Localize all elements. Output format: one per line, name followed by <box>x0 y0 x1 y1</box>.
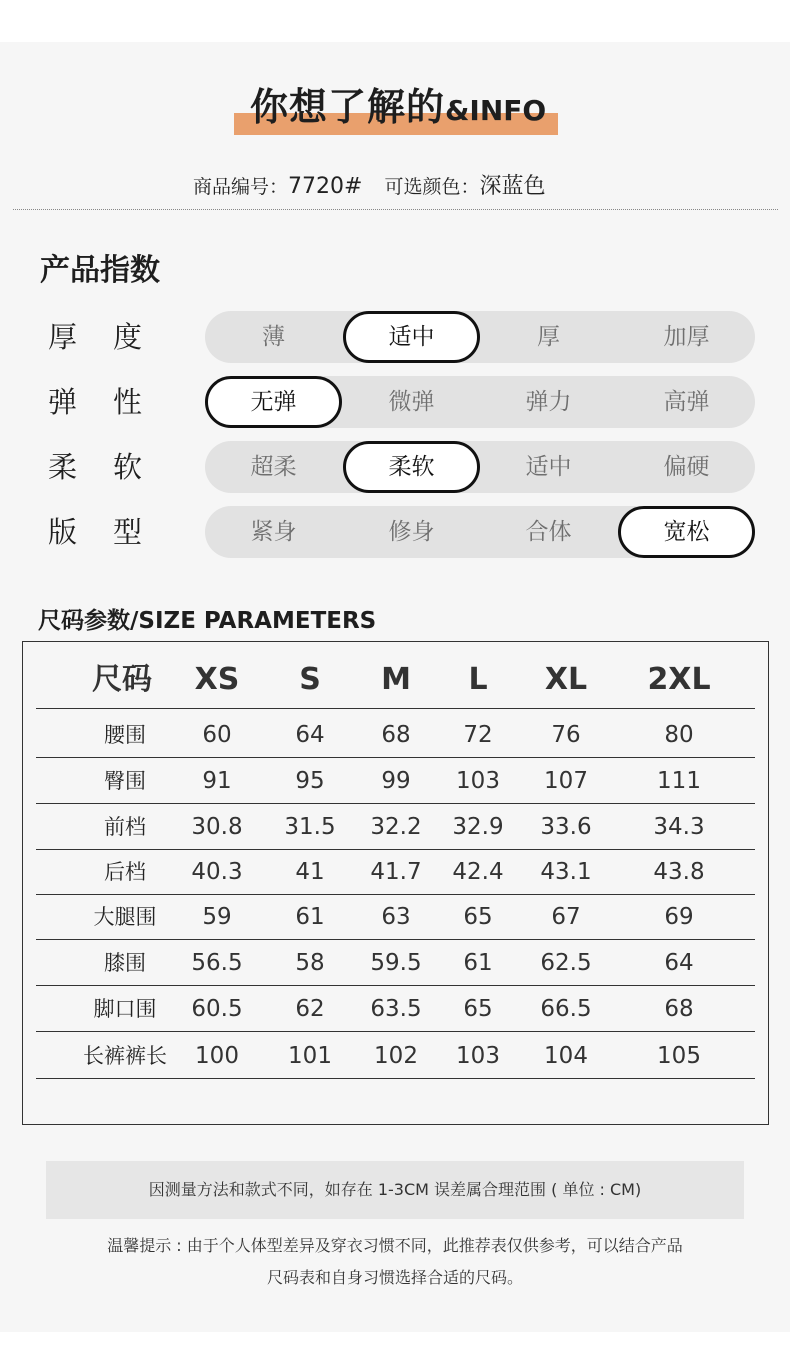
size-value-cell: 80 <box>664 722 694 748</box>
size-value-cell: 61 <box>295 904 325 930</box>
index-row-label: 版型 <box>48 515 179 549</box>
size-value-cell: 66.5 <box>540 996 592 1022</box>
dotted-divider <box>13 209 778 210</box>
size-value-cell: 32.9 <box>452 814 504 840</box>
index-option-selected: 无弹 <box>205 376 342 428</box>
size-value-cell: 103 <box>456 768 500 794</box>
size-header-cell: L <box>468 662 488 697</box>
size-value-cell: 91 <box>202 768 232 794</box>
size-value-cell: 31.5 <box>284 814 336 840</box>
size-value-cell: 104 <box>544 1043 588 1069</box>
index-row <box>0 376 790 428</box>
size-value-cell: 62.5 <box>540 950 592 976</box>
size-value-cell: 63 <box>381 904 411 930</box>
index-option-selected: 适中 <box>343 311 480 363</box>
size-value-cell: 60.5 <box>191 996 243 1022</box>
size-row-label: 臀围 <box>104 769 146 793</box>
size-row-divider <box>36 708 755 709</box>
size-value-cell: 33.6 <box>540 814 592 840</box>
size-value-cell: 102 <box>374 1043 418 1069</box>
size-value-cell: 100 <box>195 1043 239 1069</box>
size-section-title: 尺码参数/SIZE PARAMETERS <box>38 608 377 634</box>
size-value-cell: 32.2 <box>370 814 422 840</box>
table-row <box>0 987 790 1032</box>
size-header-label: 尺码 <box>92 662 152 697</box>
size-row-label: 前档 <box>104 815 146 839</box>
product-code-label: 商品编号： <box>193 176 289 198</box>
size-value-cell: 34.3 <box>653 814 705 840</box>
index-option: 弹力 <box>525 389 572 415</box>
table-row <box>0 850 790 895</box>
index-option: 厚 <box>537 324 560 350</box>
size-value-cell: 69 <box>664 904 694 930</box>
index-option: 高弹 <box>663 389 710 415</box>
table-row <box>0 805 790 850</box>
size-value-cell: 61 <box>463 950 493 976</box>
size-value-cell: 30.8 <box>191 814 243 840</box>
table-row <box>0 941 790 986</box>
index-row-label: 弹性 <box>48 385 179 419</box>
size-value-cell: 99 <box>381 768 411 794</box>
size-header-cell: M <box>381 662 411 697</box>
size-value-cell: 103 <box>456 1043 500 1069</box>
tip-line-1: 温馨提示 : 由于个人体型差异及穿衣习惯不同，此推荐表仅供参考，可以结合产品 <box>107 1236 683 1255</box>
page-title-zh: 你想了解的 <box>250 85 446 129</box>
page-title-en: &INFO <box>445 94 547 127</box>
index-option: 加厚 <box>663 324 710 350</box>
index-option: 适中 <box>525 454 572 480</box>
index-option-track <box>205 506 755 558</box>
product-code-value: 7720# <box>288 174 363 199</box>
size-value-cell: 59 <box>202 904 232 930</box>
index-option: 偏硬 <box>663 454 710 480</box>
index-row <box>0 311 790 363</box>
product-color-label: 可选颜色： <box>384 176 480 198</box>
page-title <box>250 82 546 132</box>
size-value-cell: 63.5 <box>370 996 422 1022</box>
size-value-cell: 64 <box>664 950 694 976</box>
size-header-cell: XL <box>544 662 588 697</box>
size-value-cell: 42.4 <box>452 859 504 885</box>
size-header-cell: XS <box>194 662 240 697</box>
table-row <box>0 1034 790 1079</box>
size-value-cell: 40.3 <box>191 859 243 885</box>
size-value-cell: 101 <box>288 1043 332 1069</box>
index-option-track <box>205 441 755 493</box>
size-value-cell: 64 <box>295 722 325 748</box>
size-value-cell: 67 <box>551 904 581 930</box>
index-option-track <box>205 311 755 363</box>
size-value-cell: 65 <box>463 904 493 930</box>
index-option: 超柔 <box>250 454 297 480</box>
index-option: 薄 <box>262 324 285 350</box>
index-section-title: 产品指数 <box>40 253 160 288</box>
index-row <box>0 441 790 493</box>
size-row-label: 后档 <box>104 860 146 884</box>
table-row <box>0 759 790 804</box>
index-option-selected: 柔软 <box>343 441 480 493</box>
size-value-cell: 56.5 <box>191 950 243 976</box>
size-value-cell: 43.8 <box>653 859 705 885</box>
index-option: 修身 <box>388 519 435 545</box>
table-row <box>0 895 790 940</box>
size-value-cell: 41 <box>295 859 325 885</box>
size-value-cell: 43.1 <box>540 859 592 885</box>
index-option: 紧身 <box>250 519 297 545</box>
table-row <box>0 713 790 758</box>
size-value-cell: 60 <box>202 722 232 748</box>
index-option-selected: 宽松 <box>618 506 755 558</box>
size-value-cell: 105 <box>657 1043 701 1069</box>
size-header-cell: S <box>299 662 321 697</box>
size-value-cell: 68 <box>381 722 411 748</box>
index-row-label: 柔软 <box>48 450 179 484</box>
size-row-label: 脚口围 <box>93 997 157 1021</box>
size-value-cell: 111 <box>657 768 701 794</box>
measurement-note: 因测量方法和款式不同，如存在 1-3CM 误差属合理范围 ( 单位 : CM) <box>46 1161 744 1219</box>
size-row-label: 大腿围 <box>93 905 157 929</box>
tip-line-2: 尺码表和自身习惯选择合适的尺码。 <box>266 1268 523 1287</box>
index-row-label: 厚度 <box>48 320 179 354</box>
size-value-cell: 95 <box>295 768 325 794</box>
size-value-cell: 72 <box>463 722 493 748</box>
size-value-cell: 76 <box>551 722 581 748</box>
index-row <box>0 506 790 558</box>
product-meta <box>193 170 545 204</box>
size-value-cell: 62 <box>295 996 325 1022</box>
size-value-cell: 107 <box>544 768 588 794</box>
size-row-label: 长裤裤长 <box>83 1044 167 1068</box>
size-value-cell: 59.5 <box>370 950 422 976</box>
index-option-track <box>205 376 755 428</box>
size-value-cell: 68 <box>664 996 694 1022</box>
index-option: 微弹 <box>388 389 435 415</box>
size-row-label: 腰围 <box>104 723 146 747</box>
index-option: 合体 <box>525 519 572 545</box>
size-value-cell: 58 <box>295 950 325 976</box>
size-value-cell: 65 <box>463 996 493 1022</box>
size-row-label: 膝围 <box>104 951 146 975</box>
size-value-cell: 41.7 <box>370 859 422 885</box>
size-header-cell: 2XL <box>647 662 711 697</box>
product-color-value: 深蓝色 <box>479 174 546 199</box>
